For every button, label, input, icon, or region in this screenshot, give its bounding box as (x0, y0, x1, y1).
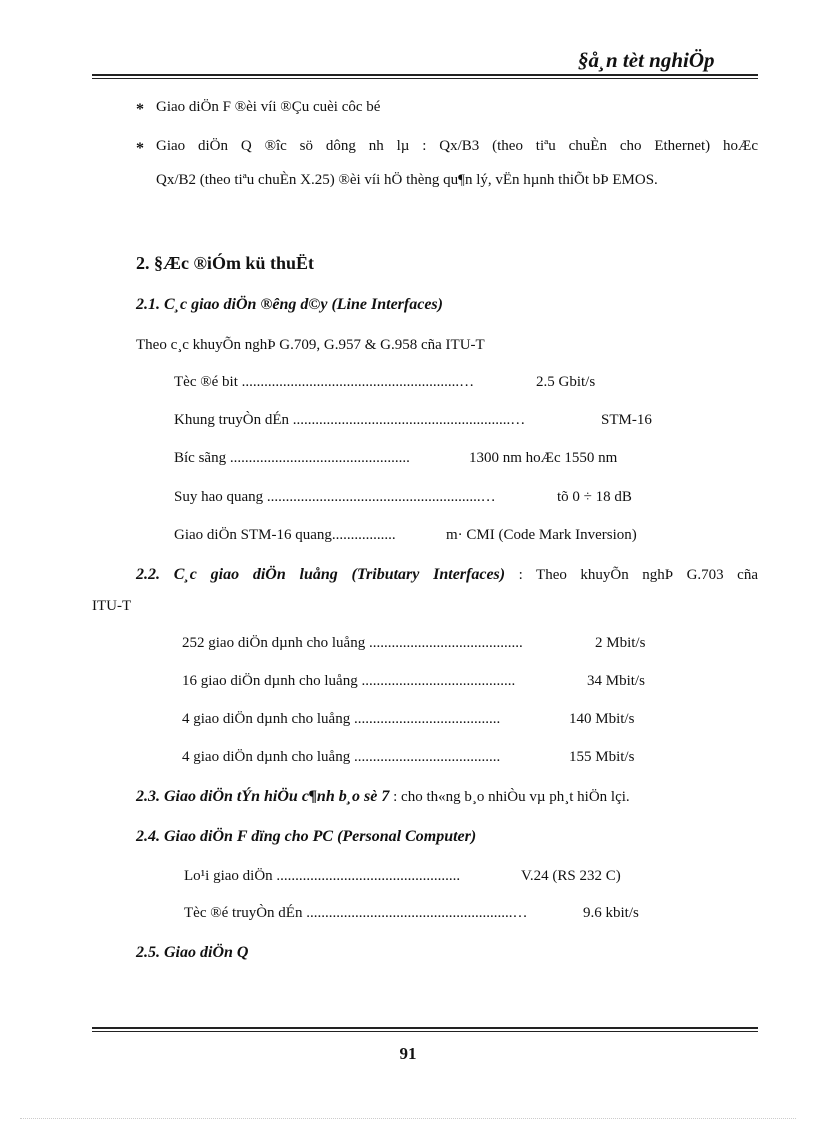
spec-value: V.24 (RS 232 C) (521, 868, 621, 884)
spec-value: 34 Mbit/s (587, 673, 645, 689)
spec-label: 4 giao diÖn dµnh cho luång ....................................... (182, 711, 501, 727)
footer-rule-bottom (92, 1031, 758, 1032)
section-2-2-heading: 2.2. C¸c giao diÖn luång (Tributary Interfaces) (136, 566, 506, 583)
section-2-3-heading: 2.3. Giao diÖn tÝn hiÖu c¶nh b¸o sè 7 (136, 788, 390, 805)
section-2-2-tail: : Theo khuyÕn nghÞ G.703 cña (505, 567, 758, 583)
spec-value: 9.6 kbit/s (583, 905, 639, 921)
section-2-2-line (136, 566, 758, 584)
spec-value: 2.5 Gbit/s (536, 374, 596, 390)
spec-value: m· CMI (Code Mark Inversion) (446, 527, 637, 543)
spec-label: Tèc ®é bit ..........................................................… (174, 374, 475, 390)
section-2-3-tail: : cho th«ng b¸o nhiÒu vµ ph¸t hiÖn lçi. (389, 789, 630, 805)
spec-label: 4 giao diÖn dµnh cho luång ....................................... (182, 749, 501, 765)
spec-label: Khung truyÒn dÉn ..........................................................… (174, 412, 526, 428)
section-2-4-heading: 2.4. Giao diÖn F dïng cho PC (Personal Computer) (136, 828, 477, 845)
spec-label: 16 giao diÖn dµnh cho luång ......................................... (182, 673, 516, 689)
bullet-item-2-line1: Giao diÖn Q ®îc sö dông nh lµ : Qx/B3 (theo tiªu chuÈn cho Ethernet) hoÆc (156, 138, 758, 154)
spec-label: 252 giao diÖn dµnh cho luång ......................................... (182, 635, 523, 651)
spec-value: STM-16 (601, 412, 652, 428)
section-2-heading: 2. §Æc ®iÓm kü thuËt (136, 253, 314, 273)
bullet-star-icon: * (136, 140, 144, 157)
bullet-star-icon: * (136, 101, 144, 118)
spec-label: Tèc ®é truyÒn dÉn .......................................................… (184, 905, 528, 921)
bullet-item-1: Giao diÖn F ®èi víi ®Çu cuèi côc bé (156, 99, 381, 115)
spec-label: Bíc sãng ................................................ (174, 450, 410, 466)
spec-value: tõ 0 ÷ 18 dB (557, 489, 632, 505)
section-2-5-heading: 2.5. Giao diÖn Q (136, 944, 249, 961)
section-2-1-intro: Theo c¸c khuyÕn nghÞ G.709, G.957 & G.958 cña ITU-T (136, 337, 485, 353)
section-2-2-continued: ITU-T (92, 598, 132, 614)
header-rule-top (92, 74, 758, 76)
spec-value: 155 Mbit/s (569, 749, 635, 765)
page-edge-dots (20, 1118, 796, 1119)
header-rule-bottom (92, 78, 758, 79)
spec-value: 2 Mbit/s (595, 635, 646, 651)
spec-label: Suy hao quang .........................................................… (174, 489, 496, 505)
section-2-1-heading: 2.1. C¸c giao diÖn ®êng d©y (Line Interfaces) (136, 296, 443, 313)
spec-label: Giao diÖn STM-16 quang................. (174, 527, 396, 543)
section-2-3-line (136, 788, 630, 806)
page-number: 91 (399, 1044, 417, 1063)
bullet-item-2-line2: Qx/B2 (theo tiªu chuÈn X.25) ®èi víi hÖ thèng qu¶n lý, vËn hµnh thiÕt bÞ EMOS. (156, 172, 658, 188)
footer-rule-top (92, 1027, 758, 1029)
spec-label: Lo¹i giao diÖn ................................................. (184, 868, 461, 884)
spec-value: 1300 nm hoÆc 1550 nm (469, 450, 618, 466)
header-title: §å¸n tèt nghiÖp (578, 48, 715, 72)
spec-value: 140 Mbit/s (569, 711, 635, 727)
